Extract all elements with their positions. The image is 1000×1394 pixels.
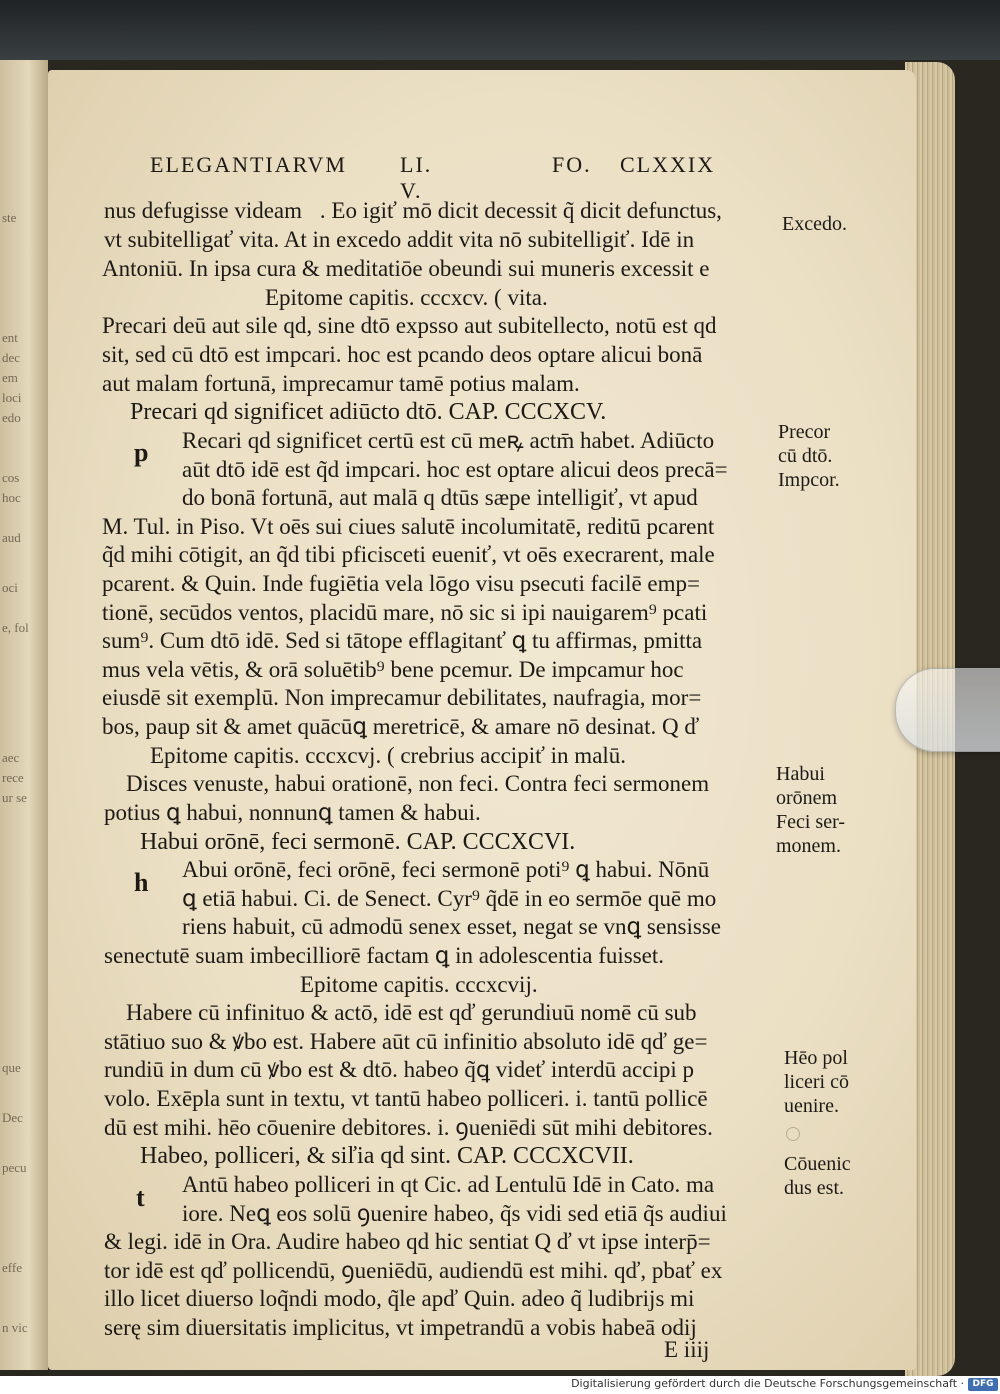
margin-note: Precor xyxy=(778,421,831,443)
chapter-heading: Precari qd significet adiūcto dtō. CAP. CCCXCV. xyxy=(130,399,607,425)
margin-note: liceri cō xyxy=(784,1071,849,1093)
left-page-ghost-text: ur se xyxy=(2,790,27,805)
left-page-edge xyxy=(0,60,48,1370)
text-line: eiusdē sit exemplū. Non imprecamur debilitates, naufragia, mor= xyxy=(102,685,702,710)
margin-note: Impcor. xyxy=(778,469,840,491)
margin-note: Feci ser- xyxy=(776,811,846,833)
page-holder-clip xyxy=(895,668,1000,752)
dfg-logo-icon: DFG xyxy=(968,1378,998,1391)
left-page-ghost-text: effe xyxy=(2,1260,22,1275)
left-page-ghost-text: que xyxy=(2,1060,21,1075)
text-line: serę sim diuersitatis implicitus, vt impetrandū a vobis habeā odij xyxy=(104,1315,697,1340)
footer-bar xyxy=(0,1376,1000,1394)
text-line: Recari qd significet certū est cū meꝶ actm̄ habet. Adiūcto xyxy=(182,428,715,453)
text-line: Antū habeo polliceri in qt Cic. ad Lentulū Idē in Cato. ma xyxy=(182,1172,715,1197)
margin-note: cū dtō. xyxy=(778,445,833,467)
text-line: volo. Exēpla sunt in textu, vt tantū habeo polliceri. i. tantū pollicē xyxy=(104,1086,708,1111)
text-line: dū est mihi. hēo cōuenire debitores. i. ꝯueniēdi sūt mihi debitores. xyxy=(104,1115,713,1140)
left-page-ghost-text: Dec xyxy=(2,1110,23,1125)
text-line: Habere cū infinituo & actō, idē est qď gerundiuū nomē cū sub xyxy=(126,1000,697,1025)
text-line: Precari deū aut sile qd, sine dtō expsso aut subitellecto, notū est qd xyxy=(102,313,717,338)
text-line: tor idē est qď pollicendū, ꝯueniēdū, audiendū est mihi. qď, pbať ex xyxy=(104,1258,723,1283)
folio-label: FO. xyxy=(552,152,592,177)
text-line: pcarent. & Quin. Inde fugiētia vela lōgo visu psecuti facilē emp= xyxy=(102,571,700,596)
text-line: Abui orōnē, feci orōnē, feci sermonē poti⁹ ꝗ habui. Nōnū xyxy=(182,857,710,882)
text-line: ꝗ etiā habui. Ci. de Senect. Cyr⁹ q̃dē in eo sermōe quē mo xyxy=(182,886,717,911)
text-line: riens habuit, cū admodū senex esset, negat se vnꝗ sensisse xyxy=(182,914,722,939)
left-page-ghost-text: loci xyxy=(2,390,22,405)
margin-note: Habui xyxy=(776,763,825,785)
margin-note: monem. xyxy=(776,835,841,857)
left-page-ghost-text: rece xyxy=(2,770,24,785)
margin-note: Cōuenic xyxy=(784,1153,851,1175)
margin-note: Excedo. xyxy=(782,213,847,235)
left-page-ghost-text: em xyxy=(2,370,18,385)
left-page-ghost-text: aud xyxy=(2,530,21,545)
book-number: LI. V. xyxy=(400,152,433,203)
text-line: aūt dtō idē est q̃d impcari. hoc est optare alicui deos precā= xyxy=(182,457,728,482)
text-line: stātiuo suo & ꝟbo est. Habere aūt cū infinitio absoluto idē qď ge= xyxy=(104,1029,708,1054)
left-page-ghost-text: dec xyxy=(2,350,21,365)
text-line: Epitome capitis. cccxcvj. ( crebrius accipiť in malū. xyxy=(150,743,627,768)
chapter-heading: Habui orōnē, feci sermonē. CAP. CCCXCVI. xyxy=(140,829,576,855)
drop-cap-guide: t xyxy=(136,1183,145,1212)
text-line: nus defugisse videamᷓ. Eo igiť mō dicit decessit q̃ dicit defunctus, xyxy=(104,198,722,223)
left-page-ghost-text: ste xyxy=(2,210,17,225)
funding-credit: Digitalisierung gefördert durch die Deutsche Forschungsgemeinschaft · xyxy=(571,1377,964,1390)
text-line: illo licet diuerso loq̃ndi modo, q̃le apď Quin. adeo q̃ ludibrijs mi xyxy=(104,1286,695,1311)
text-line: bos, paup sit & amet quācūꝗ meretricē, & amare nō desinat. Q ď xyxy=(102,714,700,739)
margin-note: orōnem xyxy=(776,787,838,809)
left-page-ghost-text: cos xyxy=(2,470,20,485)
text-line: do bonā fortunā, aut malā q dtūs sæpe intelligiť, vt apud xyxy=(182,485,698,510)
text-line: iore. Neꝗ eos solū ꝯuenire habeo, q̃s vidi sed etiā q̃s audiui xyxy=(182,1201,727,1226)
text-line: senectutē suam imbecilliorē factam ꝗ in adolescentia fuisset. xyxy=(104,943,665,968)
running-title: ELEGANTIARVM xyxy=(150,152,347,177)
text-line: vt subitelligať vita. At in excedo addit vita nō subitelligiť. Idē in xyxy=(104,227,695,252)
folio-number: CLXXIX xyxy=(620,152,716,177)
left-page-ghost-text: hoc xyxy=(2,490,21,505)
book-cover-edge xyxy=(0,0,1000,60)
margin-note: Hēo pol xyxy=(784,1047,848,1069)
text-line: Epitome capitis. cccxcvij. xyxy=(300,972,538,997)
text-line: sit, sed cū dtō est impcari. hoc est pcando deos optare alicui bonā xyxy=(102,342,703,367)
left-page-ghost-text: n vic xyxy=(2,1320,28,1335)
left-page-ghost-text: ent xyxy=(2,330,18,345)
left-page-ghost-text: e, fol xyxy=(2,620,29,635)
text-line: Antoniū. In ipsa cura & meditatiōe obeundi sui muneris excessit e xyxy=(102,256,710,281)
left-page-ghost-text: edo xyxy=(2,410,21,425)
signature-mark: E iiij xyxy=(664,1337,710,1362)
text-line: sum⁹. Cum dtō idē. Sed si tātope efflagitanť ꝗ tu affirmas, pmitta xyxy=(102,628,703,653)
text-line: Disces venuste, habui orationē, non feci. Contra feci sermonem xyxy=(126,771,710,796)
text-line: tionē, secūdos ventos, placidū mare, nō sic si ipi nauigarem⁹ pcati xyxy=(102,600,708,625)
text-line: potius ꝗ habui, nonnunꝗ tamen & habui. xyxy=(104,800,481,825)
text-line: M. Tul. in Piso. Vt oēs sui ciues salutē incolumitatē, reditū pcarent xyxy=(102,514,715,539)
text-line: mus vela vētis, & orā soluētib⁹ bene pcemur. De impcamur hoc xyxy=(102,657,684,682)
text-line: & legi. idē in Ora. Audire habeo qd hic sentiat Q ď vt ipse interp̄= xyxy=(104,1229,711,1254)
chapter-heading: Habeo, polliceri, & siľia qd sint. CAP. CCCXCVII. xyxy=(140,1143,634,1169)
text-line: rundiū in dum cū ꝟbo est & dtō. habeo q̃ꝗ videť interdū accipi p xyxy=(104,1057,694,1082)
margin-note: uenire. xyxy=(784,1095,839,1117)
drop-cap-guide: p xyxy=(134,438,149,467)
text-line: aut malam fortunā, imprecamur tamē potius malam. xyxy=(102,371,580,396)
left-page-ghost-text: aec xyxy=(2,750,20,765)
paper-mark xyxy=(786,1127,800,1141)
left-page-ghost-text: oci xyxy=(2,580,18,595)
text-line: Epitome capitis. cccxcv. ( vita. xyxy=(265,285,548,310)
text-line: q̃d mihi cōtigit, an q̃d tibi pficisceti eueniť, vt oēs execrarent, male xyxy=(102,542,715,567)
margin-note: dus est. xyxy=(784,1177,844,1199)
left-page-ghost-text: pecu xyxy=(2,1160,27,1175)
drop-cap-guide: h xyxy=(134,868,149,897)
